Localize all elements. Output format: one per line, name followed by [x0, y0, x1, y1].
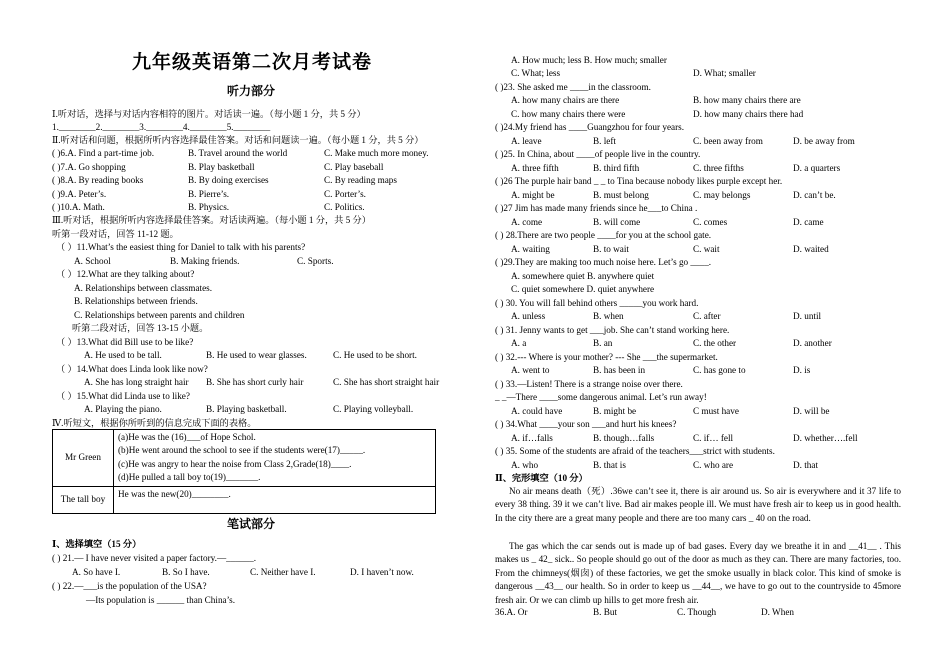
option-c: C. how many chairs there were — [511, 109, 626, 119]
question-33-line2: _ _—There ____some dangerous animal. Let’s run away! — [495, 392, 707, 402]
option-a: A. how many chairs are there — [511, 95, 620, 105]
blank-line: (a)He was the (16)___of Hope Schol. — [118, 432, 256, 442]
part1-instruction: Ⅰ.听对话，选择与对话内容相符的图片。对话读一遍。（每小题 1 分，共 5 分） — [52, 109, 366, 119]
option-d: D. how many chairs there had — [693, 109, 804, 119]
question-29: ( )29.They are making too much noise here. Let’s go ____. — [495, 257, 712, 267]
option-b: B. when — [593, 311, 624, 321]
option-c: C. wait — [693, 244, 720, 254]
option-c: C. Neither have I. — [250, 567, 316, 577]
option-d: D. another — [793, 338, 832, 348]
question-27: ( )27 Jim has made many friends since he___to China . — [495, 203, 698, 213]
option-b: B. must belong — [593, 190, 649, 200]
blank-line: (d)He pulled a tall boy to(19)_______. — [118, 472, 261, 483]
option-b: B. though…falls — [593, 433, 655, 443]
option-c: C. after — [693, 311, 721, 321]
option-a: A. She has long straight hair — [84, 377, 189, 387]
dialog1-note: 听第一段对话，回答 11-12 题。 — [52, 229, 179, 239]
option-a: A. leave — [511, 136, 542, 146]
option-d: D. whether….fell — [793, 433, 858, 443]
question-26: ( )26 The purple hair band _ _ to Tina because nobody likes purple except her. — [495, 176, 783, 186]
question-14: （ ）14.What does Linda look like now? — [56, 364, 208, 374]
question-24: ( )24.My friend has ____Guangzhou for four years. — [495, 122, 685, 132]
part1-blanks: 1.________2.________3.________4.________5.________ — [52, 122, 271, 132]
option-b: B. has been in — [593, 365, 646, 375]
table-row — [53, 486, 436, 513]
question-11: （ ）11.What’s the easiest thing for Daniel to talk with his parents? — [56, 242, 306, 252]
option-b: B. Making friends. — [170, 256, 240, 266]
option-b: B. third fifth — [593, 163, 640, 173]
q36-option-a: 36.A. Or — [495, 607, 528, 617]
options-cd: C. quiet somewhere D. quiet anywhere — [511, 284, 655, 294]
option-c: C must have — [693, 406, 739, 416]
part3-instruction: Ⅲ.听对话，根据所听内容选择最佳答案。对话读两遍。（每小题 1 分，共 5 分） — [52, 215, 371, 225]
blank-line: (b)He went around the school to see if the students were(17)_____. — [118, 445, 366, 456]
options-ab: A. somewhere quiet B. anywhere quiet — [511, 271, 655, 281]
option-c: C. Politics. — [324, 202, 365, 212]
question-22: ( ) 22.—___is the population of the USA? — [52, 581, 207, 591]
option-b: B. Relationships between friends. — [74, 296, 198, 306]
option-c: C. By reading maps — [324, 175, 397, 185]
cloze-heading: Ⅱ、完形填空（10 分） — [495, 473, 588, 483]
option-b: B. Physics. — [188, 202, 230, 212]
option-b: B. to wait — [593, 244, 629, 254]
option-c: C. Playing volleyball. — [333, 404, 414, 414]
writing-heading: 笔试部分 — [227, 517, 276, 531]
option-b: B. will come — [593, 217, 641, 227]
cloze-paragraph-2: The gas which the car sends out is made up of bad gases. Every day we breathe it in and __41__ . This makes us _ 42_ sick.. So people should go out of the door as much as they can. There are many factories, too. From the chimneys(烟囱) of these factories, we get the smoke usually in black color. This kind of smoke is dangerous __43__ our health. So in order to keep us __44__, we have to go out to the countryside to 45more fresh air. Or we can climb up hills to get more fresh air. — [495, 541, 901, 605]
option-c: C. He used to be short. — [333, 350, 417, 360]
listening-heading: 听力部分 — [227, 84, 276, 98]
question-30: ( ) 30. You will fall behind others _____you work hard. — [495, 298, 699, 308]
option-a: A. if…falls — [511, 433, 553, 443]
question-15: （ ）15.What did Linda use to like? — [56, 391, 190, 401]
row-label: Mr Green — [53, 430, 114, 487]
question-21: ( ) 21.— I have never visited a paper factory.—______. — [52, 553, 257, 563]
option-a: A. three fifth — [511, 163, 559, 173]
option-a: A. come — [511, 217, 543, 227]
question-35: ( ) 35. Some of the students are afraid of the teachers___strict with students. — [495, 446, 775, 456]
option-d: D. that — [793, 460, 819, 470]
option-b: B. left — [593, 136, 616, 146]
option-c: C. the other — [693, 338, 737, 348]
option-c: C. been away from — [693, 136, 763, 146]
option-a: A. So have I. — [72, 567, 121, 577]
option-a: A. unless — [511, 311, 546, 321]
q22-option-d: D. What; smaller — [693, 68, 756, 78]
q36-option-d: D. When — [761, 607, 794, 617]
question-13: （ ）13.What did Bill use to be like? — [56, 337, 194, 347]
question-25: ( )25. In China, about ____of people live in the country. — [495, 149, 701, 159]
question-stem: ( )10.A. Math. — [52, 202, 105, 212]
option-a: A. who — [511, 460, 539, 470]
option-a: A. could have — [511, 406, 563, 416]
q22-options-ab: A. How much; less B. How much; smaller — [511, 55, 667, 65]
option-a: A. waiting — [511, 244, 550, 254]
option-b: B. By doing exercises — [188, 175, 269, 185]
option-d: D. came — [793, 217, 824, 227]
option-b: B. Playing basketball. — [206, 404, 287, 414]
option-b: B. Travel around the world — [188, 148, 288, 158]
option-b: B. might be — [593, 406, 637, 416]
question-stem: ( )6.A. Find a part-time job. — [52, 148, 155, 158]
option-c: C. Porter’s. — [324, 189, 366, 199]
option-b: B. So I have. — [162, 567, 210, 577]
question-stem: ( )9.A. Peter’s. — [52, 189, 107, 199]
option-c: C. three fifths — [693, 163, 744, 173]
question-31: ( ) 31. Jenny wants to get ___job. She can’t stand working here. — [495, 325, 730, 335]
part4-instruction: Ⅳ.听短文，根据你所听到的信息完成下面的表格。 — [52, 418, 257, 428]
option-c: C. Play baseball — [324, 162, 384, 172]
option-a: A. He used to be tall. — [84, 350, 162, 360]
option-a: A. School — [74, 256, 111, 266]
row-label: The tall boy — [53, 486, 114, 513]
q22-option-c: C. What; less — [511, 68, 561, 78]
option-c: C. Relationships between parents and children — [74, 310, 245, 320]
option-c: C. has gone to — [693, 365, 746, 375]
q36-option-c: C. Though — [677, 607, 717, 617]
section-i-heading: Ⅰ、选择填空（15 分） — [52, 539, 142, 549]
option-c: C. who are — [693, 460, 734, 470]
option-d: D. can’t be. — [793, 190, 836, 200]
question-12: （ ）12.What are they talking about? — [56, 269, 195, 279]
option-c: C. if… fell — [693, 433, 734, 443]
option-d: D. be away from — [793, 136, 855, 146]
question-22-line2: —Its population is ______ than China’s. — [86, 595, 236, 605]
blank-line: (c)He was angry to hear the noise from Class 2,Grade(18)____. — [118, 458, 352, 469]
option-d: D. is — [793, 365, 811, 375]
table-row — [53, 430, 436, 487]
option-d: D. I haven’t now. — [350, 567, 414, 577]
option-d: D. a quarters — [793, 163, 841, 173]
row-content — [114, 430, 436, 487]
option-c: C. may belongs — [693, 190, 751, 200]
option-a: A. a — [511, 338, 527, 348]
option-a: A. Playing the piano. — [84, 404, 162, 414]
option-c: C. Make much more money. — [324, 148, 429, 158]
question-33: ( ) 33.—Listen! There is a strange noise over there. — [495, 379, 683, 389]
option-b: B. Play basketball — [188, 162, 255, 172]
option-a: A. went to — [511, 365, 550, 375]
question-28: ( ) 28.There are two people ____for you at the school gate. — [495, 230, 712, 240]
part2-instruction: Ⅱ.听对话和问题，根据所听内容选择最佳答案。对话和问题读一遍。（每小题 1 分，共 5 分） — [52, 135, 424, 145]
option-b: B. He used to wear glasses. — [206, 350, 307, 360]
question-34: ( ) 34.What ____your son ___and hurt his knees? — [495, 419, 677, 429]
option-b: B. an — [593, 338, 613, 348]
option-b: B. She has short curly hair — [206, 377, 304, 387]
option-b: B. how many chairs there are — [693, 95, 801, 105]
row-content: He was the new(20)________. — [114, 486, 436, 513]
option-b: B. that is — [593, 460, 626, 470]
option-d: D. until — [793, 311, 822, 321]
question-23: ( )23. She asked me ____in the classroom. — [495, 82, 651, 92]
option-d: D. will be — [793, 406, 830, 416]
option-a: A. might be — [511, 190, 555, 200]
option-a: A. Relationships between classmates. — [74, 283, 213, 293]
option-b: B. Pierre’s. — [188, 189, 230, 199]
question-32: ( ) 32.--- Where is your mother? --- She ___the supermarket. — [495, 352, 718, 362]
option-c: C. Sports. — [297, 256, 334, 266]
option-c: C. She has short straight hair — [333, 377, 440, 387]
info-table — [52, 429, 436, 514]
option-c: C. comes — [693, 217, 728, 227]
question-stem: ( )8.A. By reading books — [52, 175, 144, 185]
exam-title: 九年级英语第二次月考试卷 — [132, 52, 373, 73]
question-stem: ( )7.A. Go shopping — [52, 162, 126, 172]
q36-option-b: B. But — [593, 607, 617, 617]
dialog2-note: 听第二段对话，回答 13-15 小题。 — [72, 323, 209, 333]
option-d: D. waited — [793, 244, 829, 254]
cloze-paragraph-1: No air means death（死）.36we can’t see it, there is air around us. So air is everywhere and it 37 life to every 38 thing. 39 it we can’t live. Bad air makes people ill. We must have fresh air to keep us in good health. In the city there are a great many people and there are too many cars _ 40 on the road. — [495, 486, 901, 523]
